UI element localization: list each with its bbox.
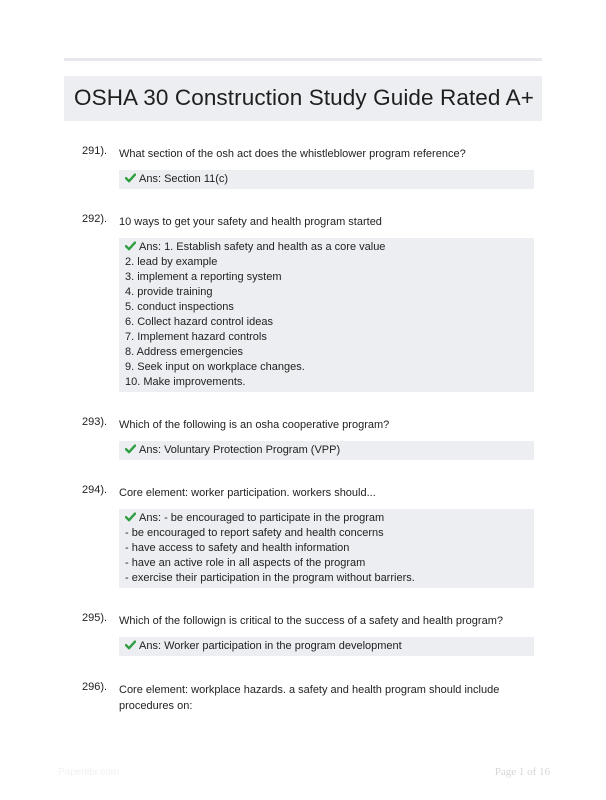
answer-line: 6. Collect hazard control ideas [125, 316, 273, 328]
question-number: 291). [82, 145, 108, 157]
answer-box [119, 441, 534, 460]
answer-line: 7. Implement hazard controls [125, 331, 267, 343]
answer-line: - have an active role in all aspects of the program [125, 557, 366, 569]
answer-line: - exercise their participation in the program without barriers. [125, 572, 415, 584]
question-text: Which of the followign is critical to the success of a safety and health program? [119, 615, 503, 627]
answer-line: Ans: Section 11(c) [125, 172, 534, 187]
answer-box [119, 509, 534, 588]
question-text: What section of the osh act does the whistleblower program reference? [119, 148, 466, 160]
answer-box [119, 238, 534, 392]
answer-line: 9. Seek input on workplace changes. [125, 361, 305, 373]
answer-line: 5. conduct inspections [125, 301, 234, 313]
question-text: 10 ways to get your safety and health program started [119, 216, 382, 228]
question-number: 293). [82, 416, 108, 428]
answer-line: 2. lead by example [125, 256, 218, 268]
checkmark-icon [125, 241, 136, 251]
answer-line: Ans: 1. Establish safety and health as a core value [125, 240, 534, 255]
question-text: Core element: workplace hazards. a safety and health program should include procedures on: [119, 684, 500, 712]
answer-box [119, 637, 534, 656]
question-number: 292). [82, 213, 108, 225]
footer-source: Paperlibr.com [58, 767, 120, 778]
answer-line: - be encouraged to report safety and health concerns [125, 527, 384, 539]
checkmark-icon [125, 512, 136, 522]
answer-line: Ans: Worker participation in the program development [125, 639, 534, 654]
answer-line: 4. provide training [125, 286, 213, 298]
question-text: Core element: worker participation. workers should... [119, 487, 376, 499]
checkmark-icon [125, 640, 136, 650]
question-text: Which of the following is an osha cooperative program? [119, 419, 390, 431]
answer-line: - have access to safety and health information [125, 542, 350, 554]
checkmark-icon [125, 173, 136, 183]
question-number: 296). [82, 681, 108, 693]
answer-line: Ans: Voluntary Protection Program (VPP) [125, 443, 534, 458]
page-number: Page 1 of 16 [494, 766, 550, 778]
answer-line: 8. Address emergencies [125, 346, 244, 358]
answer-box [119, 170, 534, 189]
answer-line: 3. implement a reporting system [125, 271, 282, 283]
question-number: 295). [82, 612, 108, 624]
checkmark-icon [125, 444, 136, 454]
answer-line: 10. Make improvements. [125, 376, 246, 388]
title-banner [64, 76, 542, 121]
answer-line: Ans: - be encouraged to participate in the program [125, 511, 534, 526]
top-divider [64, 58, 542, 61]
question-number: 294). [82, 484, 108, 496]
page-title: OSHA 30 Construction Study Guide Rated A+ [74, 85, 534, 110]
